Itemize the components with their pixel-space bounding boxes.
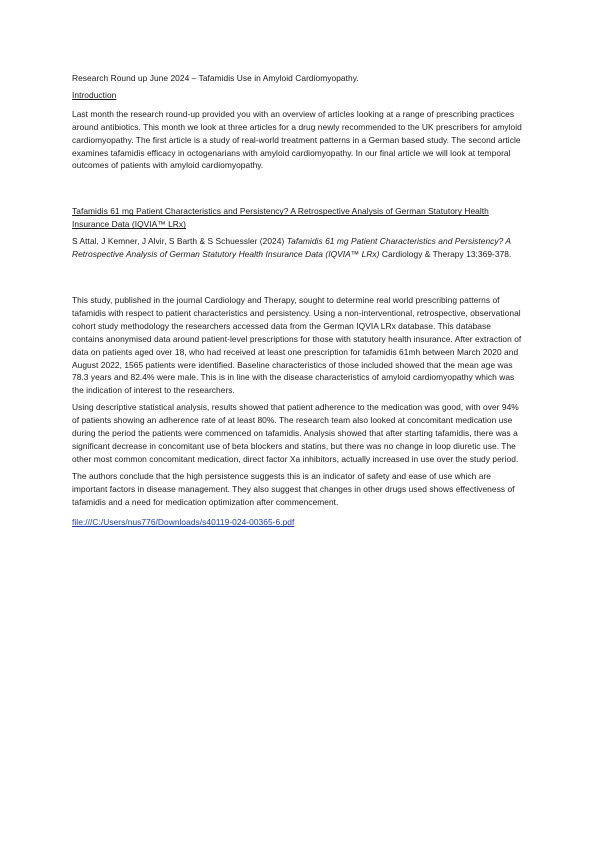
introduction-heading: Introduction — [72, 89, 117, 100]
article-pdf-link[interactable]: file:///C:/Users/nus776/Downloads/s40119-024-00365-6.pdf — [72, 517, 295, 528]
citation-journal: Cardiology & Therapy 13:369-378. — [381, 249, 512, 260]
body-paragraph-study: This study, published in the journal Cardiology and Therapy, sought to determine real world prescribing patterns of tafamidis with respect to patient characteristics and persistency. Using a non-interventional, retrospective, observational cohort study methodology the researchers accessed data from the German IQVIA LRx database. This database contains anonymised data around patient-level prescriptions for those with statutory health insurance. After extraction of data on patients aged over 18, who had received at least one prescription for tafamidis 61mh between March 2020 and August 2022, 1565 patients were identified. Baseline characteristics of those included showed that the mean age was 78.3 years and 82.4% were male. This is in line with the disease characteristics of amyloid cardiomyopathy which was the indication of interest to the researchers. — [72, 294, 522, 396]
document-content — [72, 72, 524, 529]
article-title: Tafamidis 61 mg Patient Characteristics and Persistency? A Retrospective Analysis of German Statutory Health Insurance Data (IQVIA™ LRx) — [72, 206, 489, 230]
citation-authors: S Attal, J Kemner, J Alvir, S Barth & S Schuessler (2024) — [72, 236, 285, 247]
article-citation — [72, 235, 524, 261]
introduction-paragraph: Last month the research round-up provided you with an overview of articles looking at a range of prescribing practices around antibiotics. This month we look at three articles for a drug newly recommended to the UK prescribers for amyloid cardiomyopathy. The first article is a study of real-world treatment patterns in a German based study. The second article examines tafamidis efficacy in octogenarians with amyloid cardiomyopathy. In our final article we will look at temporal outcomes of patients with amyloid cardiomyopathy. — [72, 108, 522, 171]
body-paragraph-results: Using descriptive statistical analysis, results showed that patient adherence to the medication was good, with over 94% of patients showing an adherence rate of at least 80%. The research team also looked at concomitant medication use during the period the patients were commenced on tafamidis. Analysis showed that after starting tafamidis, there was a significant decrease in concomitant use of beta blockers and statins, but there was no change in loop diuretic use. The other most common concomitant medication, direct factor Xa inhibitors, actually increased in use over the study period. — [72, 402, 519, 464]
citation-title: Tafamidis 61 mg Patient Characteristics and Persistency? A Retrospective Analysis of German Statutory Health Insurance Data (IQVIA™ LRx) — [72, 236, 511, 260]
body-paragraph-conclusion: The authors conclude that the high persistence suggests this is an indicator of safety and ease of use which are important factors in disease management. They also suggest that changes in other drugs used shows effectiveness of tafamidis and a need for medication optimization after commencement. — [72, 470, 515, 507]
document-title: Research Round up June 2024 – Tafamidis Use in Amyloid Cardiomyopathy. — [72, 73, 359, 83]
